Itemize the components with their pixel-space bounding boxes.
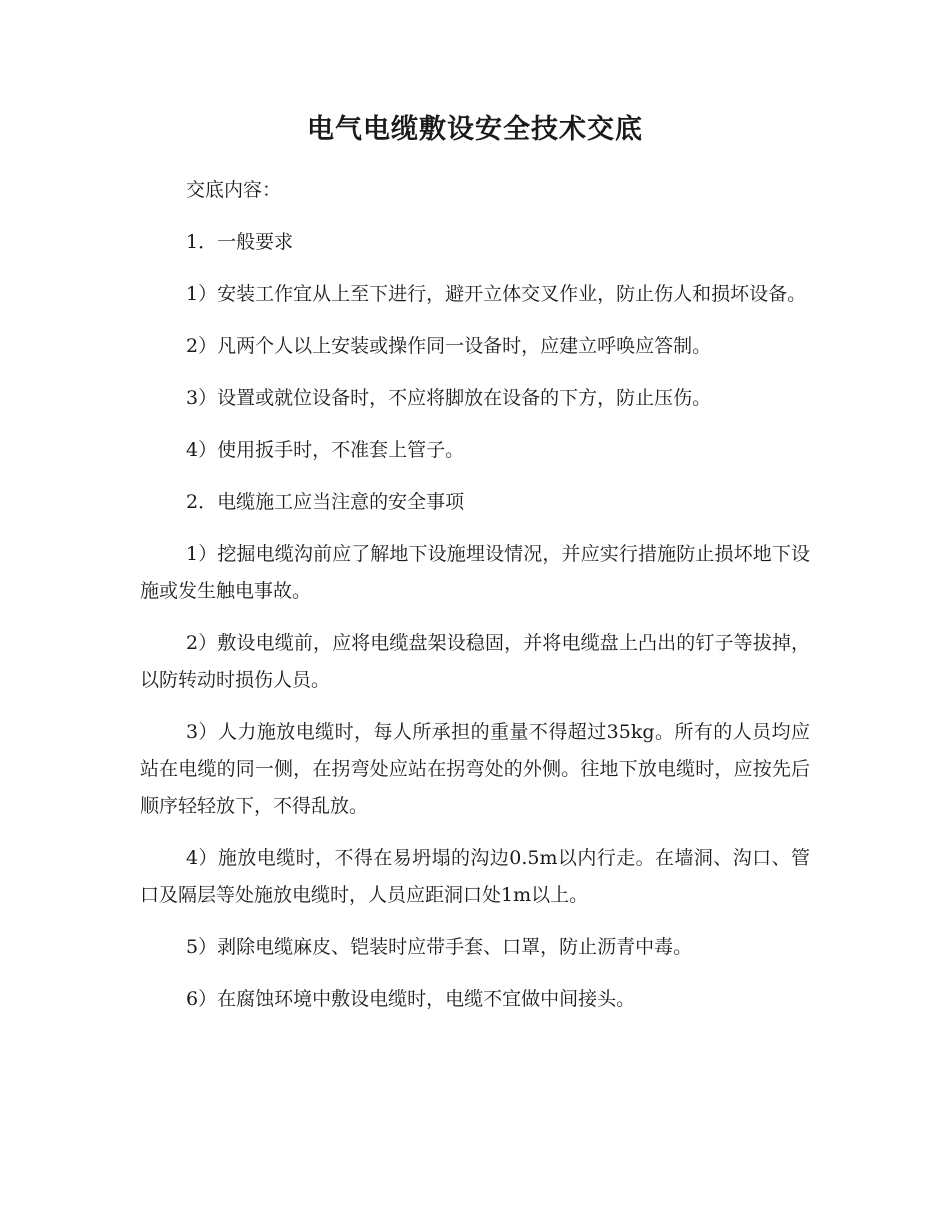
general-item-2: 2）凡两个人以上安装或操作同一设备时，应建立呼唤应答制。 [186,335,712,357]
document-page [140,110,810,1033]
intro-label: 交底内容： [186,179,282,201]
cable-item-6: 6）在腐蚀环境中敷设电缆时，电缆不宜做中间接头。 [186,988,636,1010]
cable-item-3: 3）人力施放电缆时，每人所承担的重量不得超过35kg。所有的人员均应站在电缆的同一侧，在拐弯处应站在拐弯处的外侧。往地下放电缆时，应按先后顺序轻轻放下，不得乱放。 [140,721,810,817]
document-title: 电气电缆敷设安全技术交底 [307,114,643,145]
cable-item-2: 2）敷设电缆前，应将电缆盘架设稳固，并将电缆盘上凸出的钉子等拔掉，以防转动时损伤人员。 [140,632,810,691]
cable-item-1: 1）挖掘电缆沟前应了解地下设施埋设情况，并应实行措施防止损坏地下设施或发生触电事故。 [140,543,810,602]
general-item-3: 3）设置或就位设备时，不应将脚放在设备的下方，防止压伤。 [186,387,712,409]
section-heading-cable-safety: 2．电缆施工应当注意的安全事项 [186,491,465,513]
general-item-4: 4）使用扳手时，不准套上管子。 [186,439,465,461]
section-heading-general: 1．一般要求 [186,231,294,253]
general-item-1: 1）安装工作宜从上至下进行，避开立体交叉作业，防止伤人和损坏设备。 [186,283,807,305]
cable-item-5: 5）剥除电缆麻皮、铠装时应带手套、口罩，防止沥青中毒。 [186,936,693,958]
cable-item-4: 4）施放电缆时，不得在易坍塌的沟边0.5m以内行走。在墙洞、沟口、管口及隔层等处施放电缆时，人员应距洞口处1m以上。 [140,847,810,906]
